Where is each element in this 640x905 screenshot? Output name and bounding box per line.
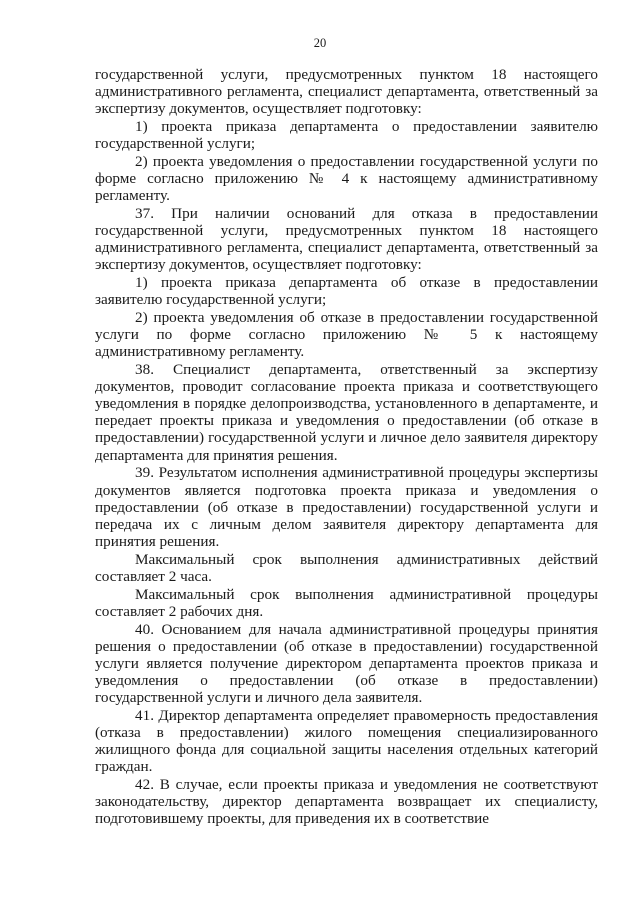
page-number: 20	[313, 36, 327, 50]
paragraph: 37. При наличии оснований для отказа в предоставлении государственной услуги, предусмотренных пунктом 18 настоящего административного регламента, специалист департамента, ответственный за экспертизу документов, осуществляет подготовку:	[95, 205, 598, 274]
paragraph: 39. Результатом исполнения административной процедуры экспертизы документов является подготовка проекта приказа и уведомления о предоставлении (об отказе в предоставлении) государственной услуги и передача их с личным делом заявителя директору департамента для принятия решения.	[95, 464, 598, 550]
paragraph: 42. В случае, если проекты приказа и уведомления не соответствуют законодательству, директор департамента возвращает их специалисту, подготовившему проекты, для приведения их в соответствие	[95, 775, 598, 828]
paragraph: государственной услуги, предусмотренных пунктом 18 настоящего административного регламента, специалист департамента, ответственный за экспертизу документов, осуществляет подготовку:	[95, 66, 598, 118]
paragraph: 38. Специалист департамента, ответственный за экспертизу документов, проводит согласование проекта приказа и соответствующего уведомления в порядке делопроизводства, установленного в департаменте, и передает проекты приказа и уведомления о предоставлении (об отказе в предоставлении) государственной услуги и личное дело заявителя директору департамента для принятия решения.	[95, 361, 598, 464]
paragraph: Максимальный срок выполнения административных действий составляет 2 часа.	[95, 550, 598, 585]
paragraph: 1) проекта приказа департамента о предоставлении заявителю государственной услуги;	[95, 118, 598, 153]
paragraph: 2) проекта уведомления об отказе в предоставлении государственной услуги по форме согласно приложению № 5 к настоящему административному регламенту.	[95, 309, 598, 361]
paragraph: 1) проекта приказа департамента об отказе в предоставлении заявителю государственной услуги;	[95, 274, 598, 309]
document-body	[95, 66, 598, 828]
paragraph: 41. Директор департамента определяет правомерность предоставления (отказа в предоставлении) жилого помещения специализированного жилищного фонда для социальной защиты населения отдельных категорий граждан.	[95, 706, 598, 775]
paragraph: 2) проекта уведомления о предоставлении государственной услуги по форме согласно приложению № 4 к настоящему административному регламенту.	[95, 152, 598, 205]
paragraph: Максимальный срок выполнения административной процедуры составляет 2 рабочих дня.	[95, 585, 598, 620]
paragraph: 40. Основанием для начала административной процедуры принятия решения о предоставлении (об отказе в предоставлении) государственной услуги является получение директором департамента проектов приказа и уведомления о предоставлении (об отказе в предоставлении) государственной услуги и личного дела заявителя.	[95, 620, 598, 706]
